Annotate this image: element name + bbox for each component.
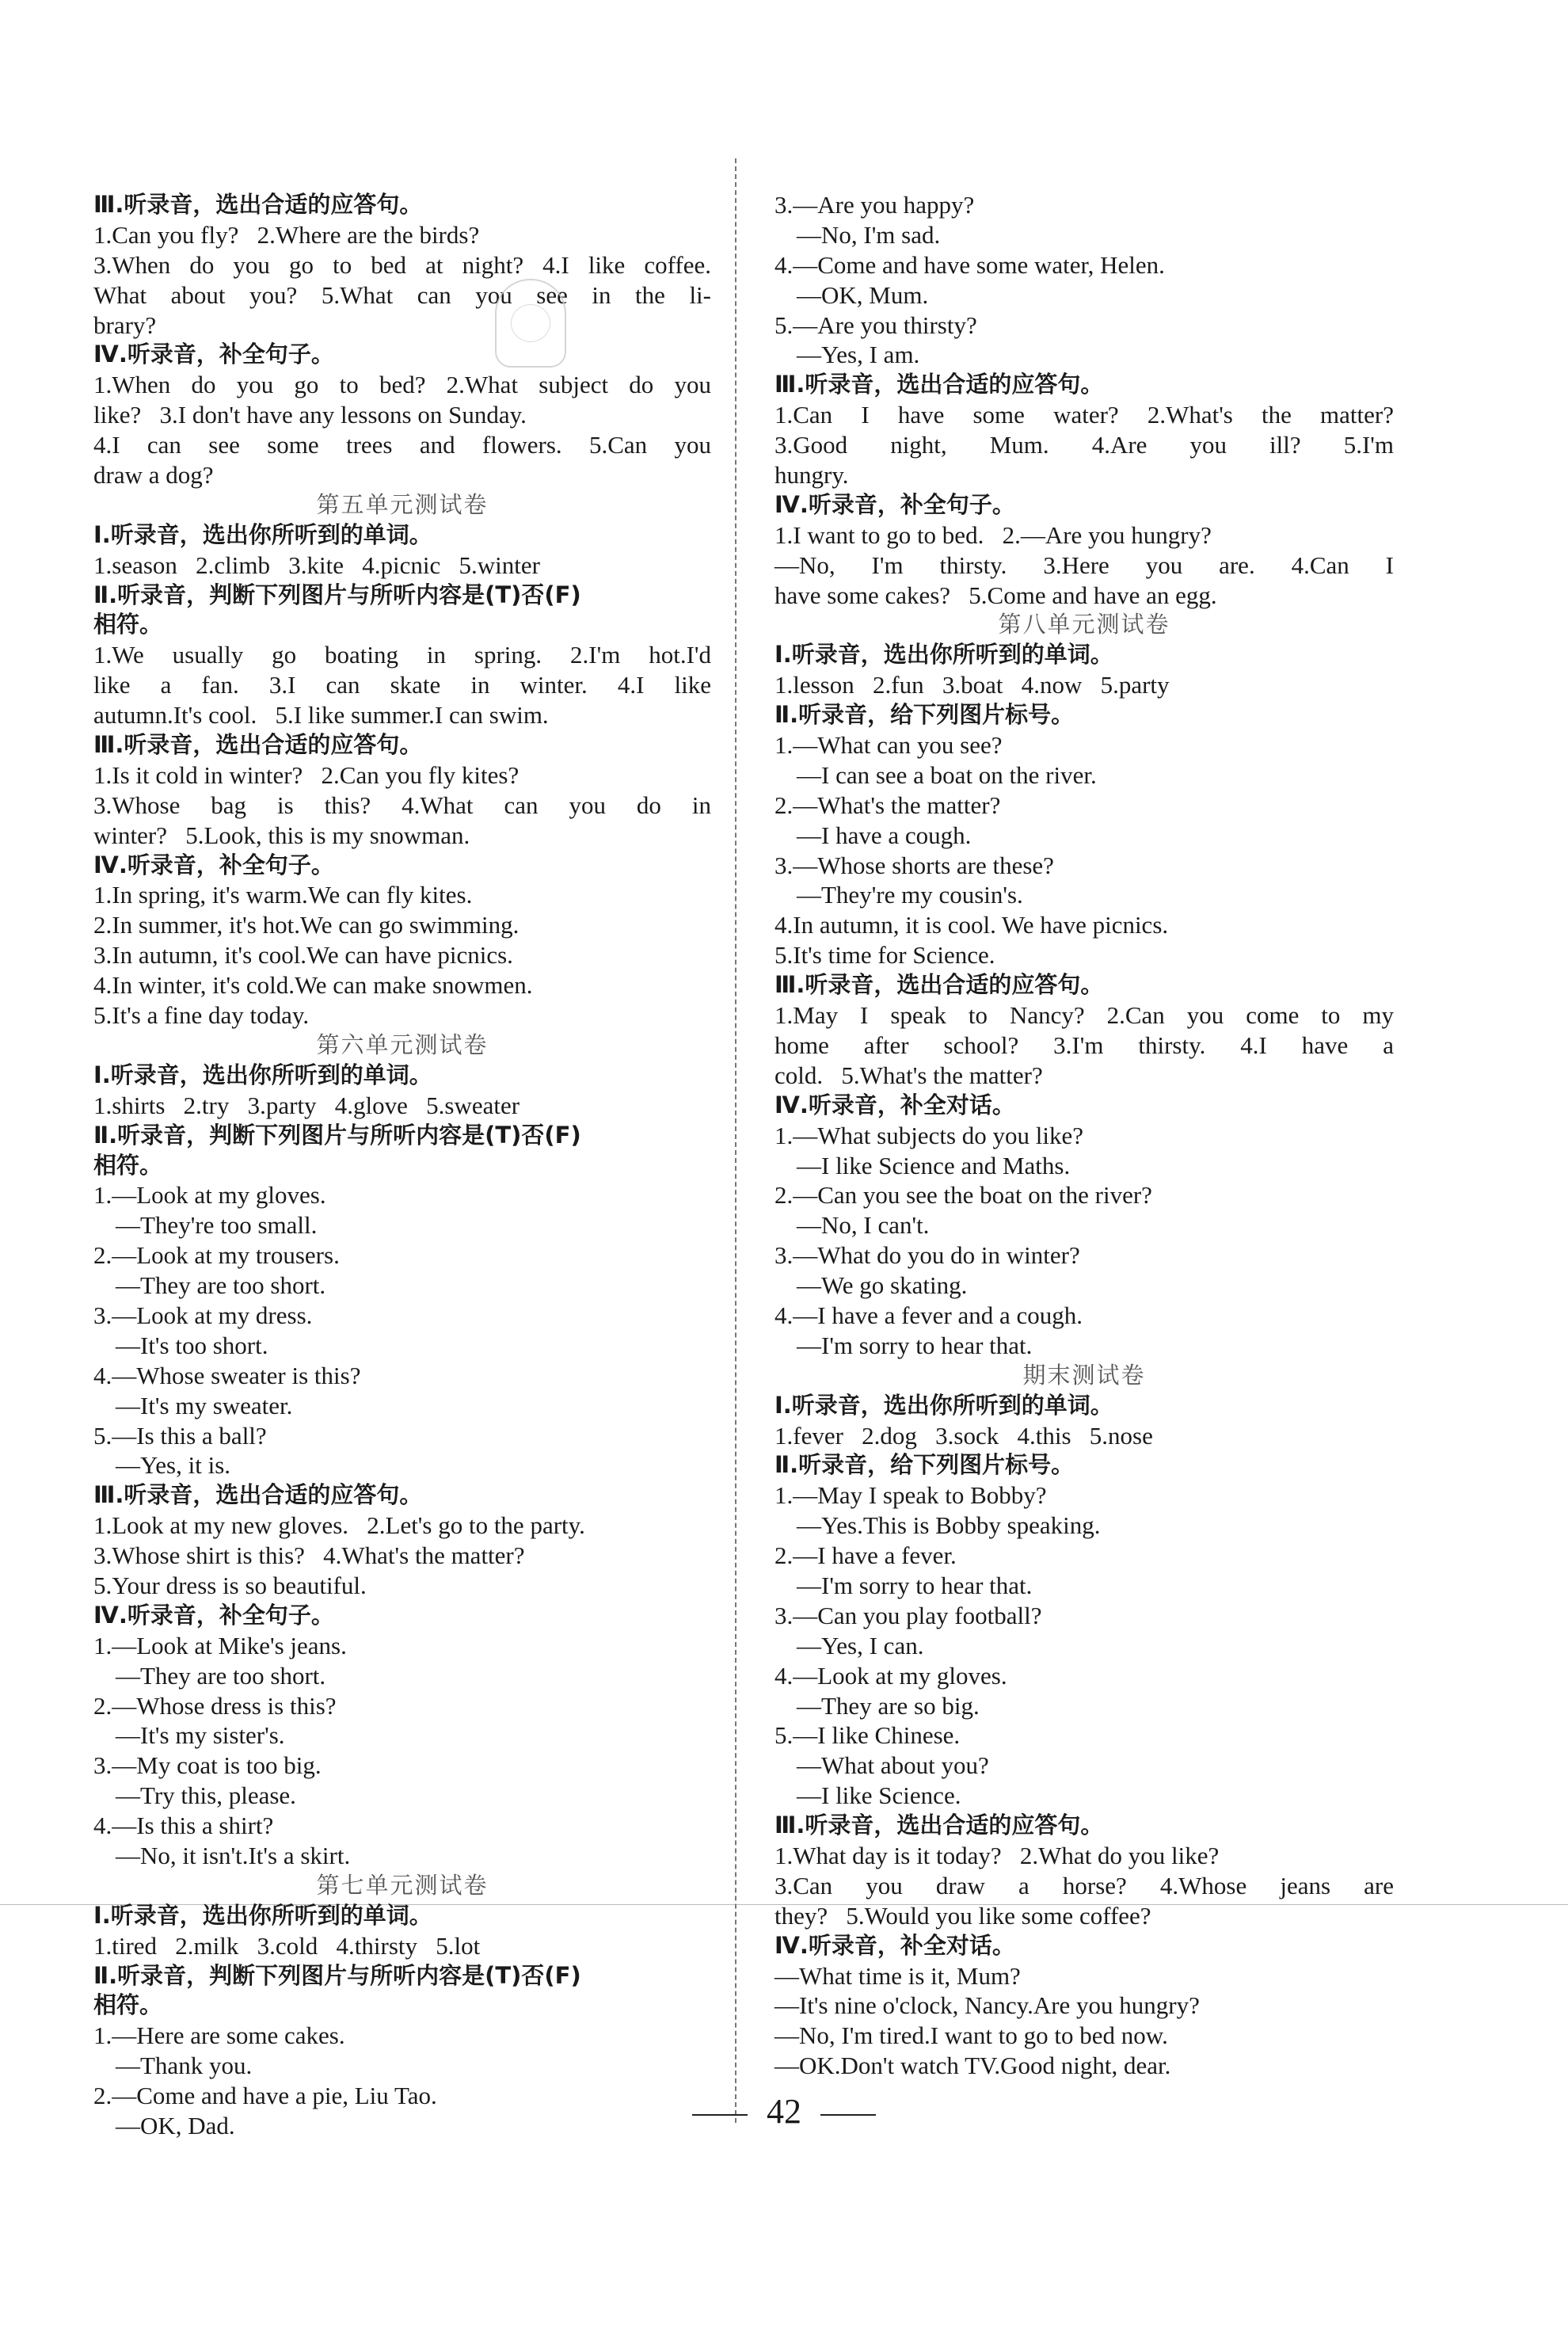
section-heading: Ⅲ.听录音，选出合适的应答句。 <box>93 731 423 759</box>
text-line: 3.Whose shirt is this? 4.What's the matter? <box>93 1541 525 1570</box>
section-heading: Ⅱ.听录音，给下列图片标号。 <box>774 701 1075 729</box>
text-line: 1.—What subjects do you like? <box>774 1121 1083 1149</box>
unit-title: 第八单元测试卷 <box>998 611 1170 638</box>
text-line: 4.—I have a fever and a cough. <box>774 1301 1083 1329</box>
text-line: —I can see a boat on the river. <box>797 760 1097 789</box>
text-line: 2.—Come and have a pie, Liu Tao. <box>93 2082 437 2110</box>
text-line: 4.In autumn, it is cool. We have picnics. <box>774 911 1169 939</box>
text-line: 1.shirts 2.try 3.party 4.glove 5.sweater <box>93 1091 520 1119</box>
text-line: they? 5.Would you like some coffee? <box>774 1901 1151 1930</box>
text-line: —OK, Dad. <box>116 2112 235 2139</box>
section-heading: Ⅱ.听录音，判断下列图片与所听内容是(T)否(F) <box>93 581 581 608</box>
text-line: —I'm sorry to hear that. <box>797 1571 1033 1599</box>
section-heading: Ⅲ.听录音，选出合适的应答句。 <box>774 1812 1104 1839</box>
text-line: 4.In winter, it's cold.We can make snowmen. <box>93 971 533 1000</box>
text-line: —No, I'm sad. <box>797 220 941 249</box>
unit-title: 第六单元测试卷 <box>316 1031 489 1058</box>
text-line: 5.—I like Chinese. <box>774 1721 961 1750</box>
text-line: draw a dog? <box>93 461 214 490</box>
text-line: 2.—Whose dress is this? <box>93 1691 337 1720</box>
text-line: 2.—What's the matter? <box>774 791 1001 819</box>
text-line: 3.—My coat is too big. <box>93 1751 322 1780</box>
text-line: 2.—Can you see the boat on the river? <box>774 1181 1152 1210</box>
section-heading: Ⅰ.听录音，选出你所听到的单词。 <box>93 1901 432 1929</box>
watermark-stamp <box>495 279 566 368</box>
text-line: 2.—Look at my trousers. <box>93 1241 340 1270</box>
text-line: hungry. <box>774 461 849 490</box>
text-line: 1.Look at my new gloves. 2.Let's go to the party. <box>93 1511 585 1540</box>
text-line: —I like Science. <box>797 1781 961 1810</box>
text-line: 3.Can you draw a horse? 4.Whose jeans are <box>774 1871 1394 1899</box>
text-line: —I'm sorry to hear that. <box>797 1331 1033 1359</box>
section-heading: Ⅳ.听录音，补全句子。 <box>93 341 334 368</box>
text-line: —I have a cough. <box>797 821 972 849</box>
text-line: 1.May I speak to Nancy? 2.Can you come to my <box>774 1001 1394 1030</box>
text-line: —OK, Mum. <box>797 280 929 309</box>
text-line: —It's nine o'clock, Nancy.Are you hungry? <box>774 1991 1200 2020</box>
text-line: —Yes, I am. <box>797 341 920 369</box>
text-line: 5.—Are you thirsty? <box>774 311 977 339</box>
text-line: 4.—Whose sweater is this? <box>93 1361 361 1389</box>
text-line: 3.—Whose shorts are these? <box>774 851 1054 879</box>
text-line: 3.Whose bag is this? 4.What can you do in <box>93 791 711 819</box>
text-line: —They are so big. <box>797 1691 980 1720</box>
text-line: autumn.It's cool. 5.I like summer.I can swim. <box>93 701 549 730</box>
text-line: —OK.Don't watch TV.Good night, dear. <box>774 2052 1171 2080</box>
text-line: home after school? 3.I'm thirsty. 4.I have a <box>774 1031 1394 1059</box>
text-line: 5.—Is this a ball? <box>93 1421 267 1450</box>
text-line: —We go skating. <box>797 1271 968 1300</box>
page-number-dash-right <box>820 2114 876 2116</box>
text-line: 1.—Look at my gloves. <box>93 1181 326 1210</box>
text-line: 1.season 2.climb 3.kite 4.picnic 5.winter <box>93 551 540 579</box>
section-heading: Ⅳ.听录音，补全对话。 <box>774 1091 1015 1118</box>
text-line: brary? <box>93 311 157 339</box>
text-line: —It's my sweater. <box>116 1391 293 1419</box>
text-line: —They are too short. <box>116 1271 326 1300</box>
section-heading: 相符。 <box>93 1151 163 1179</box>
section-heading: Ⅳ.听录音，补全句子。 <box>93 851 334 878</box>
right-column <box>774 190 1394 2081</box>
text-line: 3.In autumn, it's cool.We can have picnics. <box>93 941 513 970</box>
text-line: winter? 5.Look, this is my snowman. <box>93 821 470 849</box>
text-line: —What time is it, Mum? <box>774 1961 1021 1990</box>
page-number-text: 42 <box>767 2092 801 2131</box>
text-line: 1.—Here are some cakes. <box>93 2021 345 2050</box>
unit-title: 第五单元测试卷 <box>316 490 489 518</box>
text-line: 1.I want to go to bed. 2.—Are you hungry? <box>774 520 1212 549</box>
section-heading: Ⅳ.听录音，补全句子。 <box>774 490 1015 518</box>
section-heading: Ⅲ.听录音，选出合适的应答句。 <box>774 371 1104 398</box>
text-line: 4.—Come and have some water, Helen. <box>774 250 1165 279</box>
text-line: 1.tired 2.milk 3.cold 4.thirsty 5.lot <box>93 1931 481 1960</box>
text-line: 5.Your dress is so beautiful. <box>93 1571 367 1599</box>
text-line: What about you? 5.What can you see in the li- <box>93 280 711 309</box>
text-line: —It's my sister's. <box>116 1721 285 1750</box>
text-line: have some cakes? 5.Come and have an egg. <box>774 581 1217 609</box>
column-divider <box>735 158 736 2123</box>
text-line: —They're my cousin's. <box>797 881 1023 909</box>
text-line: —Yes, I can. <box>797 1631 924 1659</box>
text-line: 1.Can you fly? 2.Where are the birds? <box>93 220 480 249</box>
section-heading: Ⅰ.听录音，选出你所听到的单词。 <box>774 1391 1113 1419</box>
section-heading: Ⅲ.听录音，选出合适的应答句。 <box>93 1481 423 1509</box>
unit-title: 第七单元测试卷 <box>316 1871 489 1899</box>
section-heading: Ⅲ.听录音，选出合适的应答句。 <box>93 191 423 218</box>
text-line: 1.Is it cold in winter? 2.Can you fly kites? <box>93 760 519 789</box>
text-line: 4.—Is this a shirt? <box>93 1812 274 1840</box>
text-line: —I like Science and Maths. <box>797 1151 1071 1179</box>
text-line: 1.fever 2.dog 3.sock 4.this 5.nose <box>774 1421 1153 1450</box>
text-line: —No, I can't. <box>797 1211 930 1240</box>
text-line: 3.—What do you do in winter? <box>774 1241 1080 1270</box>
page-number <box>0 2091 1568 2132</box>
text-line: 4.I can see some trees and flowers. 5.Can you <box>93 431 711 459</box>
text-line: 3.—Are you happy? <box>774 191 975 219</box>
left-column <box>93 190 711 2141</box>
text-line: 1.In spring, it's warm.We can fly kites. <box>93 881 473 909</box>
text-line: 1.Can I have some water? 2.What's the matter? <box>774 401 1394 429</box>
text-line: —No, I'm tired.I want to go to bed now. <box>774 2021 1168 2050</box>
section-heading: Ⅱ.听录音，判断下列图片与所听内容是(T)否(F) <box>93 1121 581 1149</box>
text-line: 1.When do you go to bed? 2.What subject do you <box>93 371 711 399</box>
section-heading: Ⅱ.听录音，给下列图片标号。 <box>774 1451 1075 1479</box>
unit-title: 期末测试卷 <box>1022 1361 1146 1389</box>
text-line: 5.It's a fine day today. <box>93 1001 310 1030</box>
text-line: 1.—What can you see? <box>774 731 1003 760</box>
text-line: —They are too short. <box>116 1661 326 1690</box>
text-line: —They're too small. <box>116 1211 318 1240</box>
text-line: 1.What day is it today? 2.What do you like? <box>774 1841 1220 1869</box>
text-line: 2.In summer, it's hot.We can go swimming. <box>93 911 519 939</box>
section-heading: Ⅳ.听录音，补全句子。 <box>93 1601 334 1629</box>
text-line: 4.—Look at my gloves. <box>774 1661 1007 1690</box>
text-line: 1.lesson 2.fun 3.boat 4.now 5.party <box>774 671 1170 699</box>
text-line: —Try this, please. <box>116 1781 296 1810</box>
text-line: 3.Good night, Mum. 4.Are you ill? 5.I'm <box>774 431 1394 459</box>
text-line: 1.We usually go boating in spring. 2.I'm hot.I'd <box>93 641 711 669</box>
text-line: —No, it isn't.It's a skirt. <box>116 1841 351 1869</box>
text-line: like? 3.I don't have any lessons on Sunday. <box>93 401 527 429</box>
text-line: 1.—May I speak to Bobby? <box>774 1481 1047 1510</box>
text-line: cold. 5.What's the matter? <box>774 1061 1043 1089</box>
section-heading: 相符。 <box>93 611 163 638</box>
text-line: —What about you? <box>797 1751 989 1780</box>
text-line: 3.—Can you play football? <box>774 1601 1042 1629</box>
text-line: like a fan. 3.I can skate in winter. 4.I like <box>93 671 711 699</box>
text-line: —Thank you. <box>116 2052 253 2080</box>
text-line: 3.When do you go to bed at night? 4.I like coffee. <box>93 250 711 279</box>
section-heading: Ⅰ.听录音，选出你所听到的单词。 <box>93 1061 432 1088</box>
text-line: 5.It's time for Science. <box>774 941 995 970</box>
text-line: —Yes.This is Bobby speaking. <box>797 1511 1101 1540</box>
page-number-dash-left <box>692 2114 748 2116</box>
section-heading: Ⅰ.听录音，选出你所听到的单词。 <box>774 641 1113 669</box>
section-heading: Ⅳ.听录音，补全对话。 <box>774 1931 1015 1959</box>
text-line: 2.—I have a fever. <box>774 1541 957 1570</box>
text-line: 1.—Look at Mike's jeans. <box>93 1631 347 1659</box>
section-heading: Ⅲ.听录音，选出合适的应答句。 <box>774 971 1104 999</box>
section-heading: Ⅰ.听录音，选出你所听到的单词。 <box>93 520 432 548</box>
text-line: 3.—Look at my dress. <box>93 1301 313 1329</box>
text-line: —It's too short. <box>116 1331 268 1359</box>
section-heading: Ⅱ.听录音，判断下列图片与所听内容是(T)否(F) <box>93 1961 581 1989</box>
text-line: —No, I'm thirsty. 3.Here you are. 4.Can I <box>774 551 1394 579</box>
section-heading: 相符。 <box>93 1991 163 2019</box>
text-line: —Yes, it is. <box>116 1451 231 1480</box>
